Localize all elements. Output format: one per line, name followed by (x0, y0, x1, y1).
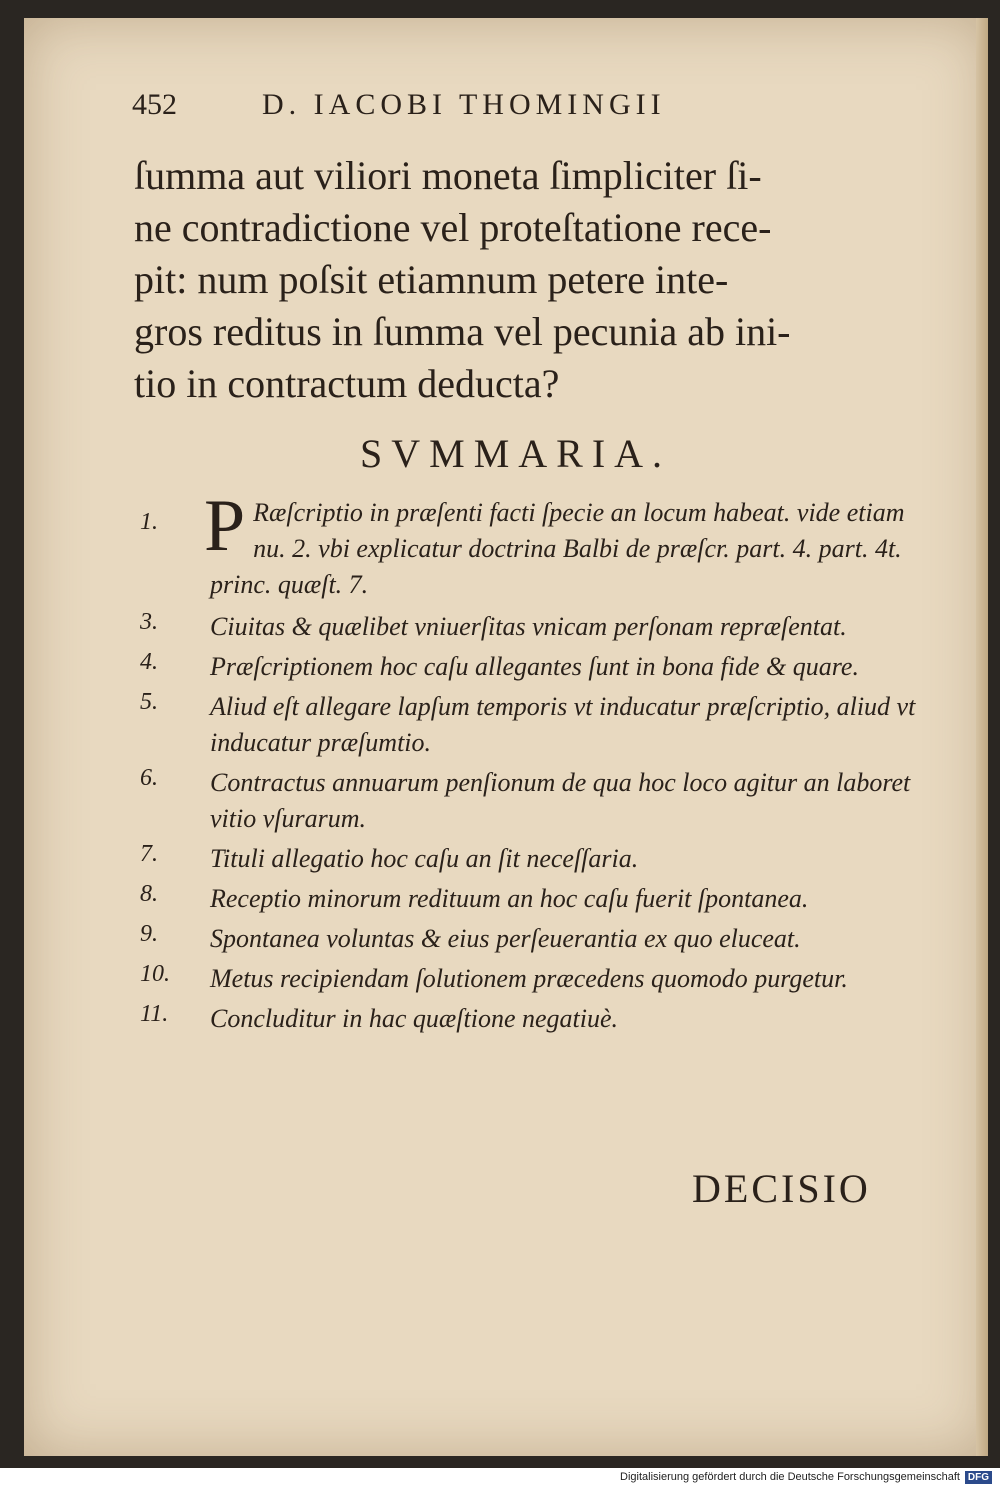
summary-text: Præſcriptionem hoc caſu allegantes ſunt in bona fide & quare. (210, 652, 859, 681)
summary-item (140, 689, 930, 761)
drop-cap: P (204, 485, 246, 567)
summary-item (140, 921, 930, 957)
footer (0, 1468, 1000, 1489)
summary-number: 1. (140, 509, 158, 535)
summary-item (140, 765, 930, 837)
summary-item (140, 649, 930, 685)
summary-number: 3. (140, 609, 158, 635)
summary-number: 10. (140, 961, 170, 987)
summary-item (140, 841, 930, 877)
summary-text (204, 485, 930, 603)
summary-text: Aliud eſt allegare lapſum temporis vt inducatur præſcriptio, aliud vt inducatur præſumtio. (210, 692, 916, 757)
summary-text: Spontanea voluntas & eius perſeuerantia ex quo eluceat. (210, 924, 801, 953)
summary-number: 6. (140, 765, 158, 791)
summary-text: Receptio minorum redituum an hoc caſu fuerit ſpontanea. (210, 884, 809, 913)
summary-number: 7. (140, 841, 158, 867)
summary-text-body: Ræſcriptio in præſenti facti ſpecie an locum habeat. vide etiam nu. 2. vbi explicatur doctrina Balbi de præſcr. part. 4. part. 4t. princ. quæſt. 7. (210, 498, 905, 599)
summary-text: Metus recipiendam ſolutionem præcedens quomodo purgetur. (210, 964, 848, 993)
body-line: tio in contractum deducta? (134, 361, 560, 406)
footer-credit: Digitalisierung gefördert durch die Deutsche Forschungsgemeinschaft (620, 1471, 960, 1483)
summary-number: 11. (140, 1001, 169, 1027)
summary-text: Contractus annuarum penſionum de qua hoc loco agitur an laboret vitio vſurarum. (210, 768, 911, 833)
catchword: DECISIO (692, 1166, 871, 1211)
body-text (134, 150, 934, 410)
summary-item (140, 881, 930, 917)
summary-text: Concluditur in hac quæſtione negatiuè. (210, 1004, 619, 1033)
summary-item (140, 1001, 930, 1037)
summary-number: 5. (140, 689, 158, 715)
summaria-list (140, 485, 930, 1037)
summaria-heading: SVMMARIA. (360, 431, 672, 476)
body-line: ne contradictione vel proteſtatione rece- (134, 205, 772, 250)
summary-item (140, 609, 930, 645)
summary-item (140, 961, 930, 997)
page-number: 452 (132, 88, 177, 121)
body-line: gros reditus in ſumma vel pecunia ab ini- (134, 309, 791, 354)
page-edge (976, 18, 988, 1456)
body-line: pit: num poſsit etiamnum petere inte- (134, 257, 729, 302)
summary-number: 8. (140, 881, 158, 907)
summary-number: 4. (140, 649, 158, 675)
page-header (132, 88, 822, 132)
dfg-logo: DFG (965, 1471, 992, 1484)
summary-item (140, 485, 930, 603)
summary-text: Ciuitas & quælibet vniuerſitas vnicam perſonam repræſentat. (210, 612, 847, 641)
summary-number: 9. (140, 921, 158, 947)
body-line: ſumma aut viliori moneta ſimpliciter ſi- (134, 153, 762, 198)
summary-text: Tituli allegatio hoc caſu an ſit neceſſaria. (210, 844, 639, 873)
running-title: D. IACOBI THOMINGII (262, 88, 666, 121)
